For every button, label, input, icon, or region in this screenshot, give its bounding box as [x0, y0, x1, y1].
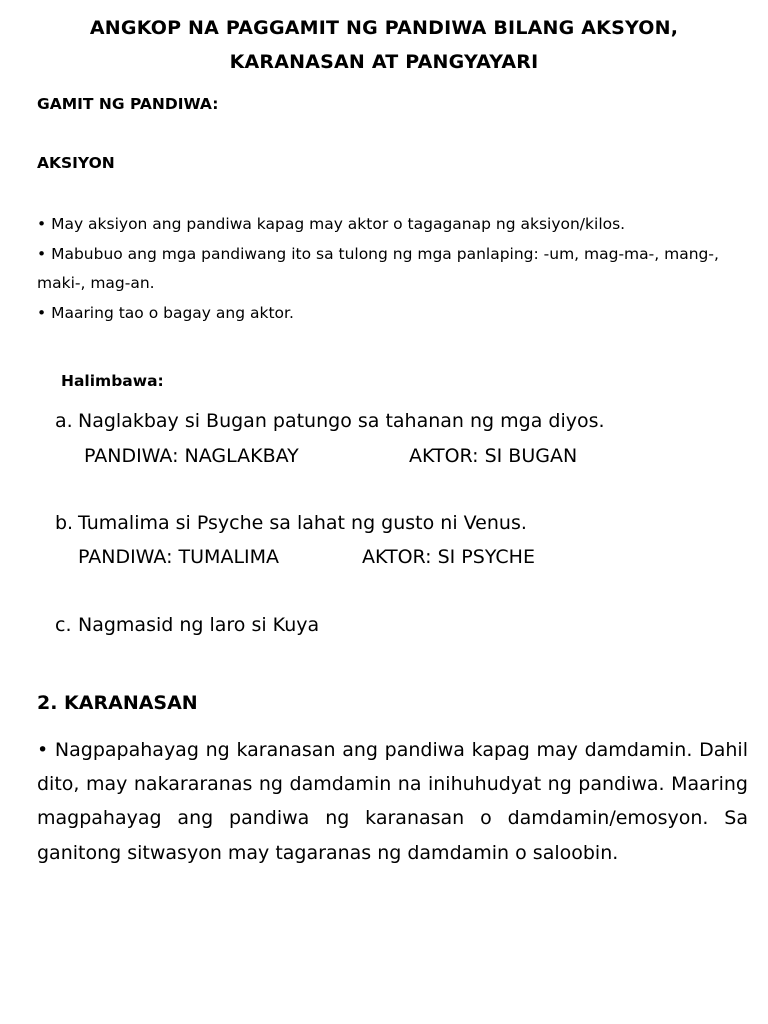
bullet-item: • Mabubuo ang mga pandiwang ito sa tulong ng mga panlaping: -um, mag-ma-, mang-, maki-, mag-an. [37, 244, 719, 292]
bullet-item: • Maaring tao o bagay ang aktor. [37, 303, 294, 322]
example-marker: c. [55, 614, 72, 636]
karanasan-heading: 2. KARANASAN [37, 692, 198, 714]
gamit-heading: GAMIT NG PANDIWA: [37, 95, 219, 113]
example-b-aktor: AKTOR: SI PSYCHE [362, 546, 535, 568]
document-title-line1: ANGKOP NA PAGGAMIT NG PANDIWA BILANG AKSYON, [89, 17, 679, 39]
example-b [55, 512, 527, 534]
example-sentence: Tumalima si Psyche sa lahat ng gusto ni Venus. [78, 512, 527, 534]
example-c [55, 614, 319, 636]
example-a-aktor: AKTOR: SI BUGAN [409, 445, 578, 467]
aksiyon-bullet-list [37, 210, 737, 328]
example-sentence: Naglakbay si Bugan patungo sa tahanan ng mga diyos. [78, 410, 605, 432]
example-marker: a. [55, 410, 73, 432]
example-b-pandiwa: PANDIWA: TUMALIMA [78, 546, 280, 568]
document-title-line2: KARANASAN AT PANGYAYARI [229, 51, 539, 73]
example-marker: b. [55, 512, 74, 534]
bullet-item: • May aksiyon ang pandiwa kapag may aktor o tagaganap ng aksiyon/kilos. [37, 215, 626, 233]
example-a [55, 410, 605, 432]
karanasan-paragraph: • Nagpapahayag ng karanasan ang pandiwa kapag may damdamin. Dahil dito, may nakararanas ng damdamin na inihuhudyat ng pandiwa. Maaring magpahayag ang pandiwa ng karanasan o damdamin/emosyon. Sa ganitong sitwasyon may tagaranas ng damdamin o saloobin. [37, 739, 748, 864]
example-sentence: Nagmasid ng laro si Kuya [78, 614, 320, 636]
halimbawa-label: Halimbawa: [61, 372, 164, 390]
example-a-pandiwa: PANDIWA: NAGLAKBAY [84, 445, 299, 467]
aksiyon-heading: AKSIYON [37, 154, 115, 172]
